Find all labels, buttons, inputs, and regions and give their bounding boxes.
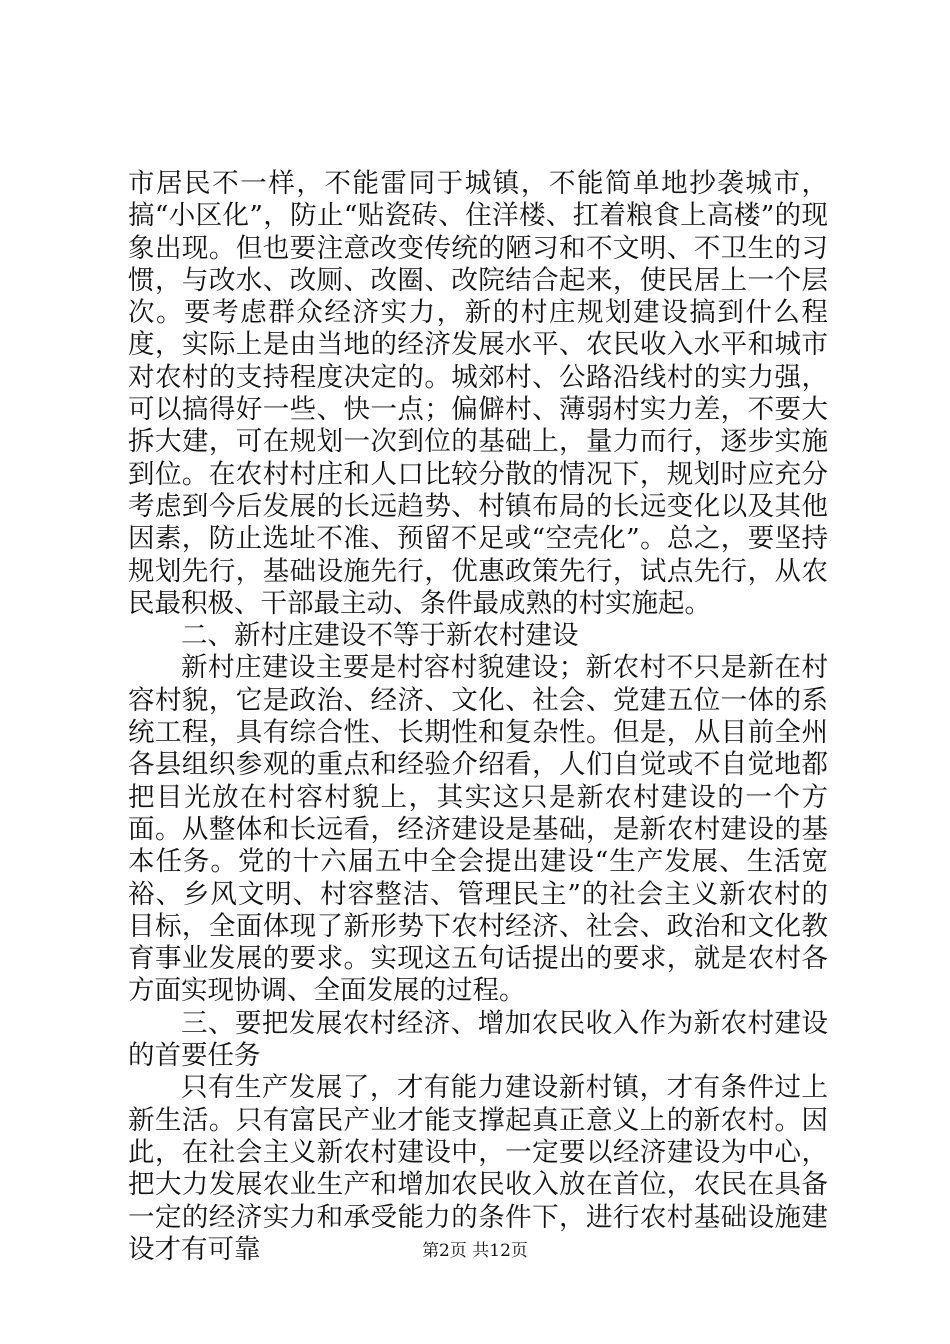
section-heading-2: 二、新村庄建设不等于新农村建设 [181,620,579,652]
document-body [128,168,828,1266]
paragraph-continuation: 市居民不一样，不能雷同于城镇，不能简单地抄袭城市，搞“小区化”，防止“贴瓷砖、住洋楼、扛着粮食上高楼”的现象出现。但也要注意改变传统的陋习和不文明、不卫生的习惯，与改水、改厕、改圈、改院结合起来，使民居上一个层次。要考虑群众经济实力，新的村庄规划建设搞到什么程度，实际上是由当地的经济发展水平、农民收入水平和城市对农村的支持程度决定的。城郊村、公路沿线村的实力强，可以搞得好一些、快一点；偏僻村、薄弱村实力差，不要大拆大建，可在规划一次到位的基础上，量力而行，逐步实施到位。在农村村庄和人口比较分散的情况下，规划时应充分考虑到今后发展的长远趋势、村镇布局的长远变化以及其他因素，防止选址不准、预留不足或“空壳化”。总之，要坚持规划先行，基础设施先行，优惠政策先行，试点先行，从农民最积极、干部最主动、条件最成熟的村实施起。 [128,168,828,619]
paragraph-section-2: 新村庄建设主要是村容村貌建设；新农村不只是新在村容村貌，它是政治、经济、文化、社会、党建五位一体的系统工程，具有综合性、长期性和复杂性。但是，从目前全州各县组织参观的重点和经验介绍看，人们自觉或不自觉地都把目光放在村容村貌上，其实这只是新农村建设的一个方面。从整体和长远看，经济建设是基础，是新农村建设的基本任务。党的十六届五中全会提出建设“生产发展、生活宽裕、乡风文明、村容整洁、管理民主”的社会主义新农村的目标，全面体现了新形势下农村经济、社会、政治和文化教育事业发展的要求。实现这五句话提出的要求，就是农村各方面实现协调、全面发展的过程。 [128,652,828,1007]
section-heading-3: 三、要把发展农村经济、增加农民收入作为新农村建设的首要任务 [128,1007,828,1072]
paragraph-section-3: 只有生产发展了，才有能力建设新村镇，才有条件过上新生活。只有富民产业才能支撑起真正意义上的新农村。因此，在社会主义新农村建设中，一定要以经济建设为中心，把大力发展农业生产和增加农民收入放在首位，农民在具备一定的经济实力和承受能力的条件下，进行农村基础设施建设才有可靠 [128,1072,828,1265]
page-footer: 第2页 共12页 [422,1241,528,1261]
